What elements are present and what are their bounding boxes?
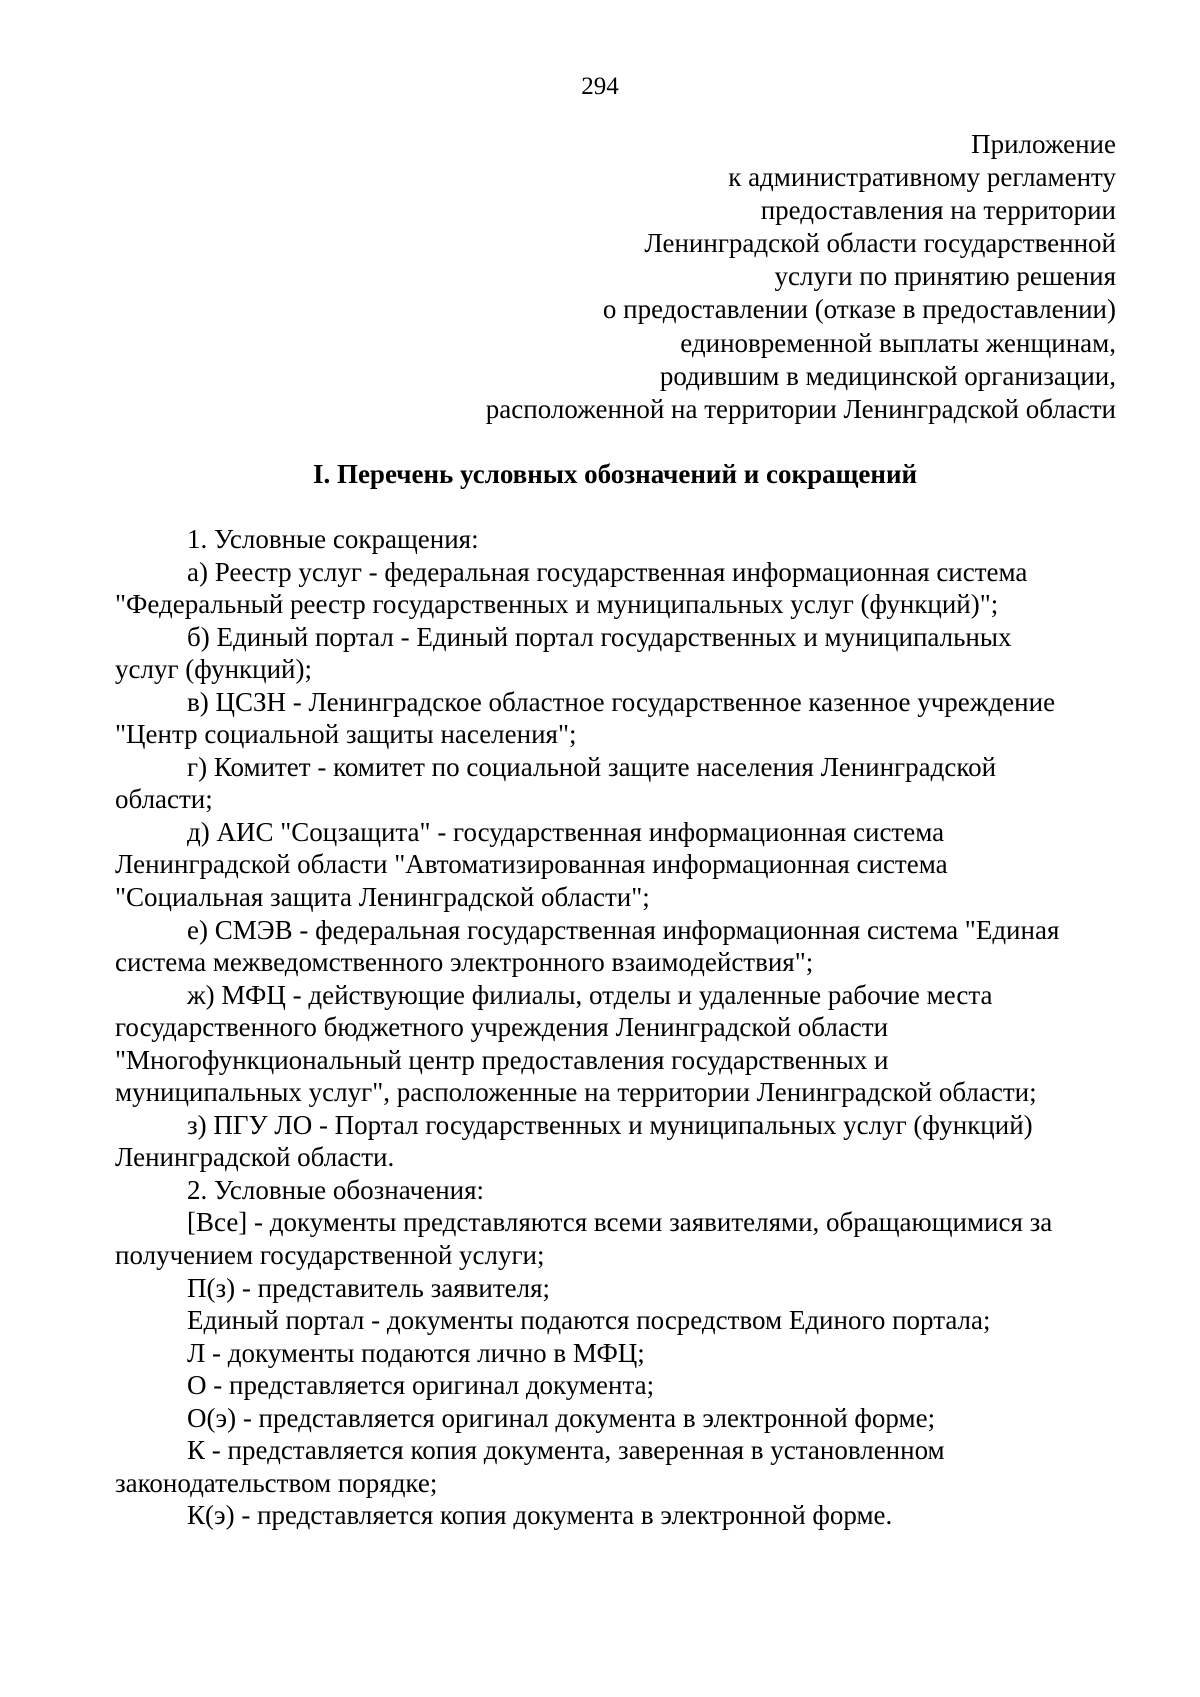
- body-line: "Центр социальной защиты населения";: [115, 719, 577, 750]
- body-line: "Многофункциональный центр предоставления государственных и: [115, 1044, 889, 1075]
- body-line: К(э) - представляется копия документа в электронной форме.: [187, 1500, 893, 1531]
- body-line: б) Единый портал - Единый портал государственных и муниципальных: [187, 621, 1012, 652]
- appendix-line: услуги по принятию решения: [774, 261, 1116, 292]
- body-line: 2. Условные обозначения:: [187, 1174, 485, 1205]
- body-line: 1. Условные сокращения:: [187, 524, 479, 554]
- body-line: К - представляется копия документа, заверенная в установленном: [187, 1435, 945, 1466]
- page-number: 294: [581, 73, 619, 100]
- body-line: з) ПГУ ЛО - Портал государственных и муниципальных услуг (функций): [187, 1109, 1033, 1140]
- body-line: законодательством порядке;: [115, 1467, 438, 1498]
- appendix-line: к административному регламенту: [728, 162, 1116, 193]
- body-line: "Социальная защита Ленинградской области";: [115, 882, 650, 913]
- body-line: муниципальных услуг", расположенные на территории Ленинградской области;: [115, 1077, 1037, 1108]
- body-line: ж) МФЦ - действующие филиалы, отделы и удаленные рабочие места: [187, 979, 993, 1010]
- appendix-line: предоставления на территории: [760, 195, 1116, 226]
- body-line: Единый портал - документы подаются посредством Единого портала;: [187, 1305, 991, 1336]
- body-line: д) АИС "Соцзащита" - государственная информационная система: [187, 816, 945, 847]
- appendix-line: Приложение: [971, 129, 1116, 159]
- body-line: система межведомственного электронного взаимодействия";: [115, 947, 814, 978]
- body-line: государственного бюджетного учреждения Ленинградской области: [115, 1012, 889, 1043]
- body-line: Л - документы подаются лично в МФЦ;: [187, 1337, 645, 1368]
- body-line: Ленинградской области.: [115, 1142, 395, 1173]
- body-line: О(э) - представляется оригинал документа в электронной форме;: [187, 1402, 936, 1433]
- body-line: услуг (функций);: [115, 654, 313, 685]
- body-line: а) Реестр услуг - федеральная государственная информационная система: [187, 556, 1028, 587]
- appendix-line: расположенной на территории Ленинградской области: [485, 393, 1116, 424]
- body-line: в) ЦСЗН - Ленинградское областное государственное казенное учреждение: [187, 686, 1056, 717]
- appendix-line: единовременной выплаты женщинам,: [680, 327, 1116, 358]
- document-body: [115, 523, 1125, 1532]
- body-line: е) СМЭВ - федеральная государственная информационная система "Единая: [187, 914, 1060, 945]
- body-line: П(з) - представитель заявителя;: [187, 1272, 551, 1303]
- body-line: области;: [115, 784, 213, 815]
- appendix-line: о предоставлении (отказе в предоставлении): [602, 294, 1116, 325]
- body-line: О - представляется оригинал документа;: [187, 1370, 655, 1401]
- body-line: получением государственной услуги;: [115, 1240, 545, 1271]
- body-line: "Федеральный реестр государственных и муниципальных услуг (функций)";: [115, 589, 999, 620]
- body-line: г) Комитет - комитет по социальной защите населения Ленинградской: [187, 751, 997, 782]
- appendix-line: родившим в медицинской организации,: [659, 360, 1116, 391]
- section-title: I. Перечень условных обозначений и сокращений: [312, 459, 918, 489]
- body-line: Ленинградской области "Автоматизированная информационная система: [115, 849, 948, 880]
- body-line: [Все] - документы представляются всеми заявителями, обращающимися за: [187, 1207, 1053, 1238]
- appendix-line: Ленинградской области государственной: [644, 228, 1116, 259]
- appendix-header: [216, 128, 1116, 426]
